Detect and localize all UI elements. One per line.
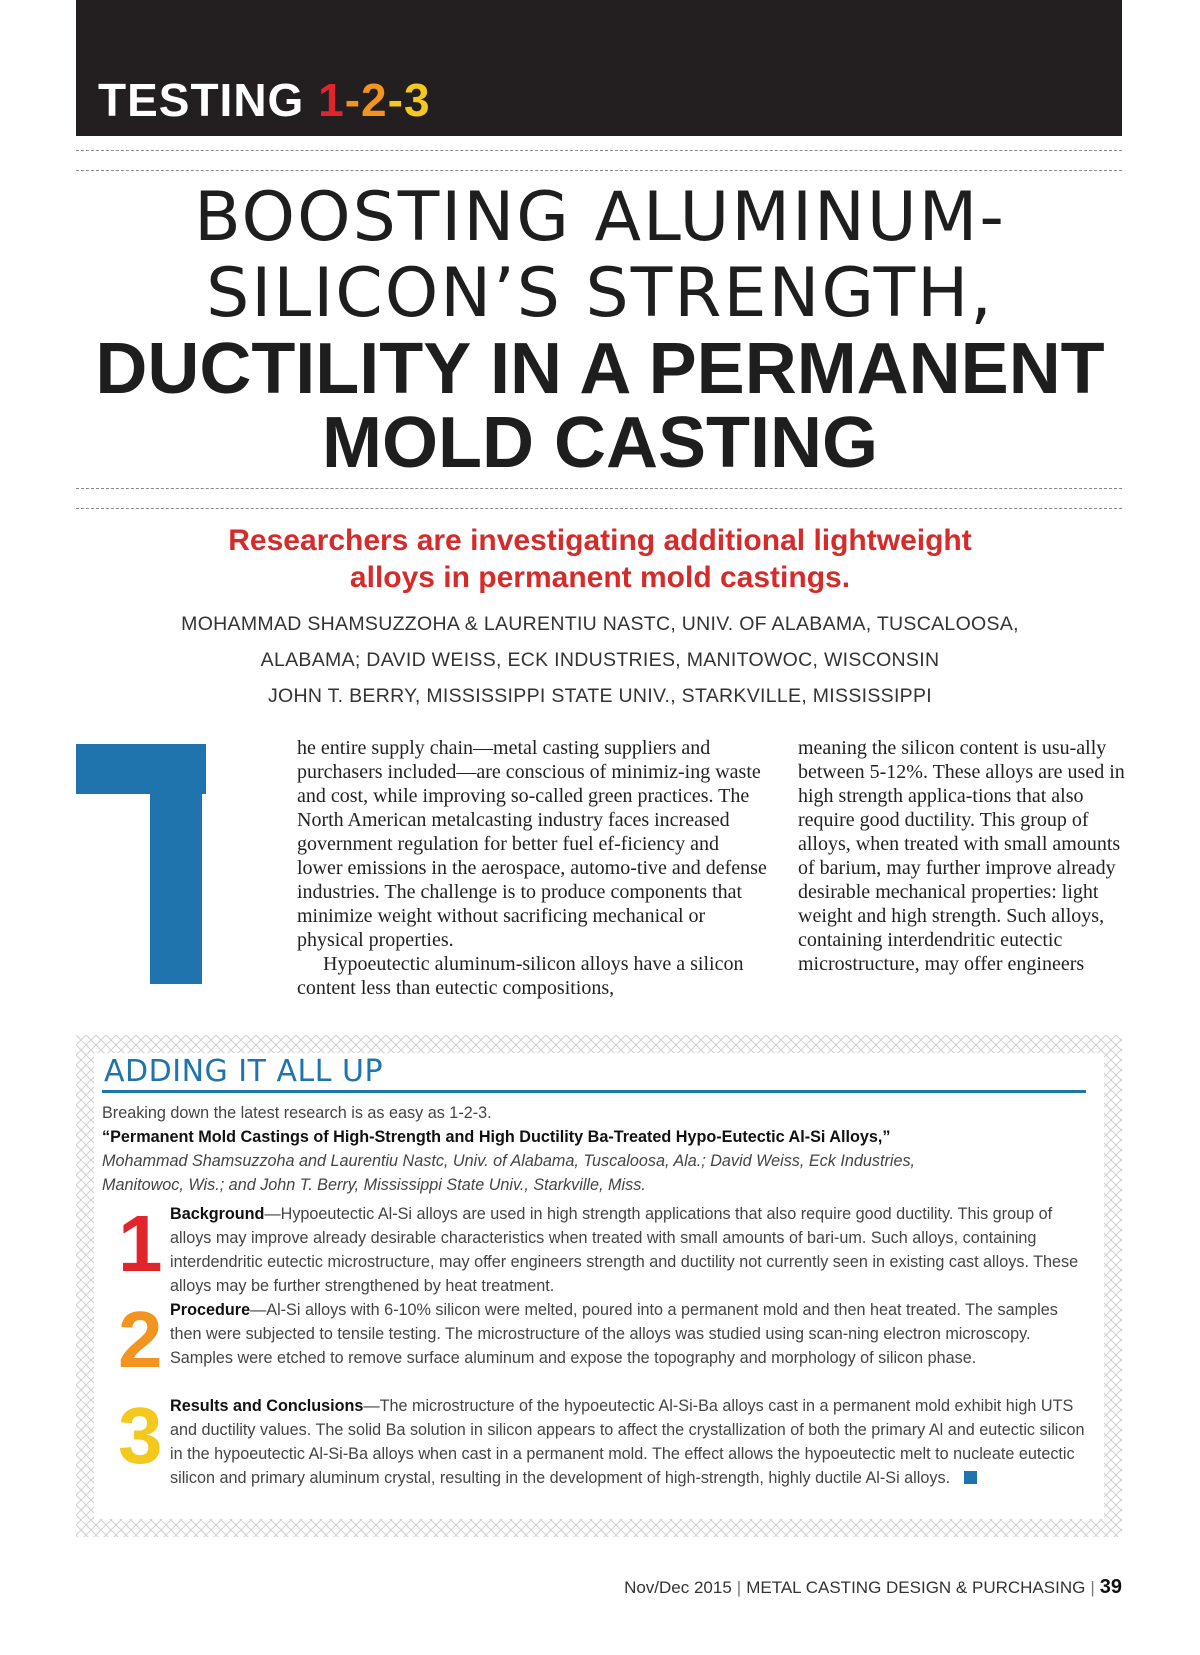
- section-title: [98, 72, 431, 128]
- byline-line: ALABAMA; DAVID WEISS, ECK INDUSTRIES, MANITOWOC, WISCONSIN: [260, 649, 940, 671]
- section-number-3: 3: [403, 74, 431, 126]
- article-paragraph: meaning the silicon content is usu-ally between 5-12%. These alloys are used in high strength applica-tions that also require good ductility. This group of alloys, when treated with small amounts of barium, may further improve already desirable mechanical properties: light weight and high strength. Such alloys, containing interdendritic eutectic microstructure, may offer engineers: [798, 737, 1125, 975]
- subtitle-line: alloys in permanent mold castings.: [349, 561, 851, 594]
- article-body-right-column: [798, 736, 1128, 976]
- byline-line: MOHAMMAD SHAMSUZZOHA & LAURENTIU NASTC, UNIV. OF ALABAMA, TUSCALOOSA,: [181, 613, 1019, 635]
- step-number: 3: [118, 1391, 163, 1480]
- sidebar-intro: [102, 1101, 1092, 1197]
- dashed-divider: [76, 150, 1122, 151]
- dashed-divider: [76, 508, 1122, 509]
- byline-line: JOHN T. BERRY, MISSISSIPPI STATE UNIV., STARKVILLE, MISSISSIPPI: [267, 685, 933, 707]
- end-of-article-mark: [964, 1471, 977, 1484]
- article-paragraph: he entire supply chain—metal casting suppliers and purchasers included—are conscious of minimiz-ing waste and cost, while improving so-called green practices. The North American metalcasting industry faces increased government regulation for better fuel ef-ficiency and lower emissions in the aerospace, automo-tive and defense industries. The challenge is to produce components that minimize weight without sacrificing mechanical or physical properties.: [297, 737, 767, 951]
- study-title: “Permanent Mold Castings of High-Strength and High Ductility Ba-Treated Hypo-Eutectic Al-Si Alloys,”: [102, 1128, 891, 1146]
- section-number-2: 2: [361, 74, 388, 126]
- page-footer: [624, 1575, 1122, 1600]
- step-text: [170, 1298, 1090, 1370]
- step-body: —Al-Si alloys with 6-10% silicon were melted, poured into a permanent mold and then heat treated. The samples then were subjected to tensile testing. The microstructure of the alloys was studied using scan-ning electron microscopy. Samples were etched to remove surface aluminum and expose the topography and morphology of silicon phase.: [170, 1301, 1058, 1367]
- subtitle-line: Researchers are investigating additional lightweight: [228, 524, 972, 557]
- section-title-word: TESTING: [98, 74, 305, 126]
- step-text: [170, 1202, 1090, 1298]
- step-number: 2: [118, 1295, 163, 1384]
- dashed-divider: [76, 170, 1122, 171]
- footer-divider: |: [736, 1578, 742, 1597]
- article-body-left-column: [297, 736, 767, 1000]
- section-dash: -: [344, 74, 362, 126]
- article-subtitle: [100, 522, 1100, 596]
- headline-line: DUCTILITY IN A PERMANENT: [95, 329, 1105, 409]
- section-dash: -: [387, 74, 404, 126]
- section-banner: [76, 0, 1122, 136]
- sidebar-title: ADDING IT ALL UP: [104, 1054, 384, 1089]
- dashed-divider: [76, 488, 1122, 489]
- issue-date: Nov/Dec 2015: [624, 1578, 732, 1597]
- article-paragraph: Hypoeutectic aluminum-silicon alloys have a silicon content less than eutectic compositions,: [297, 953, 744, 999]
- step-text: [170, 1394, 1090, 1490]
- sidebar-title-rule: [102, 1090, 1086, 1093]
- author-byline: [80, 606, 1120, 714]
- step-body: —Hypoeutectic Al-Si alloys are used in high strength applications that also require good ductility. This group of alloys may improve already desirable characteristics when treated with small amounts of bari-um. Such alloys, containing interdendritic eutectic microstructure, may offer engineers strength and ductility not currently seen in existing cast alloys. These alloys may be further strengthened by heat treatment.: [170, 1205, 1079, 1295]
- footer-divider: |: [1090, 1578, 1095, 1597]
- study-authors: Mohammad Shamsuzzoha and Laurentiu Nastc, Univ. of Alabama, Tuscaloosa, Ala.; David Weiss, Eck Industries,: [102, 1152, 916, 1170]
- headline-line: BOOSTING ALUMINUM-: [194, 178, 1006, 257]
- headline-line: SILICON’S STRENGTH,: [206, 254, 994, 333]
- page-number: 39: [1099, 1576, 1122, 1598]
- study-authors: Manitowoc, Wis.; and John T. Berry, Mississippi State Univ., Starkville, Miss.: [102, 1176, 646, 1194]
- step-body: —The microstructure of the hypoeutectic Al-Si-Ba alloys cast in a permanent mold exhibit high UTS and ductility values. The solid Ba solution in silicon appears to affect the crystallization of both the primary Al and eutectic silicon in the hypoeutectic Al-Si-Ba alloys when cast in a permanent mold. The effect allows the hypoeutectic melt to nucleate eutectic silicon and primary aluminum crystal, resulting in the development of high-strength, highly ductile Al-Si alloys.: [170, 1397, 1085, 1487]
- step-number: 1: [118, 1199, 163, 1288]
- step-heading: Results and Conclusions: [170, 1397, 364, 1415]
- drop-cap: [76, 744, 206, 984]
- article-headline: [60, 178, 1140, 483]
- step-heading: Background: [170, 1205, 265, 1223]
- publication-name: METAL CASTING DESIGN & PURCHASING: [746, 1578, 1086, 1597]
- headline-line: MOLD CASTING: [322, 403, 878, 483]
- section-number-1: 1: [318, 74, 345, 126]
- sidebar-lead: Breaking down the latest research is as easy as 1-2-3.: [102, 1104, 492, 1122]
- step-heading: Procedure: [170, 1301, 251, 1319]
